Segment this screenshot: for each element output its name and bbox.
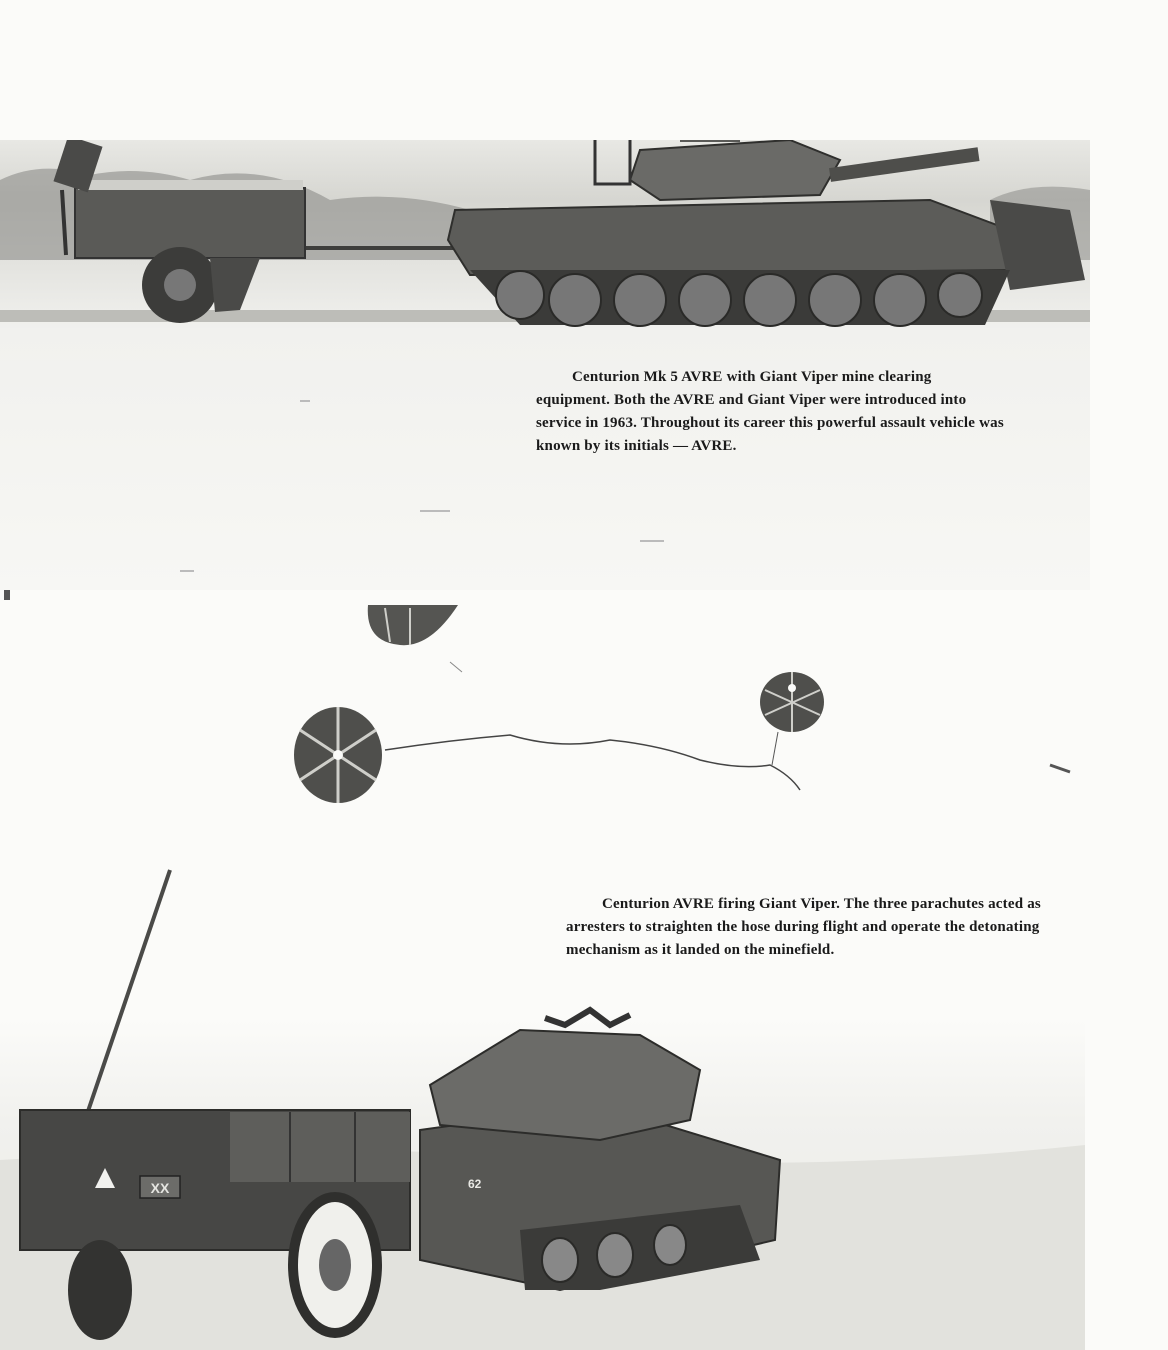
- photo-avre-with-giant-viper: [0, 140, 1090, 590]
- parachute-top-icon: [368, 605, 458, 645]
- parachute-left-icon: [294, 707, 382, 803]
- caption-avre-firing: [566, 893, 1056, 962]
- photo-avre-firing-giant-viper: [0, 600, 1085, 1350]
- caption-text-top: Centurion Mk 5 AVRE with Giant Viper mine clearing equipment. Both the AVRE and Giant Viper were introduced into service in 1963. Throughout its career this powerful assault vehicle was known by its initials — AVRE.: [536, 369, 1004, 454]
- caption-text-bottom: Centurion AVRE firing Giant Viper. The three parachutes acted as arresters to straighten the hose during flight and operate the detonating mechanism as it landed on the minefield.: [566, 896, 1041, 958]
- trailer-plate: XX: [150, 1180, 170, 1196]
- parachute-right-icon: [760, 672, 824, 732]
- caption-avre-giant-viper: [536, 366, 1006, 458]
- tank-number: 62: [468, 1177, 482, 1191]
